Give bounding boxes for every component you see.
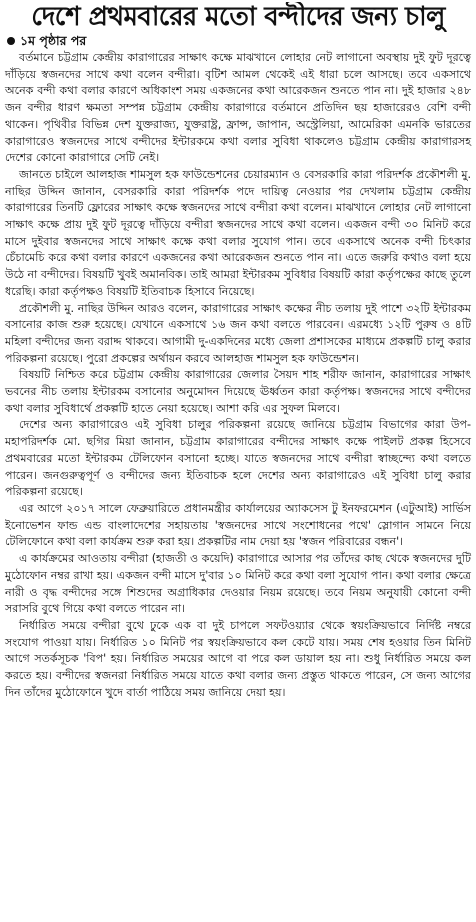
paragraph: দেশের অন্য কারাগারেও এই সুবিধা চালুর পরিকল্পনা রয়েছে জানিয়ে চট্টগ্রাম বিভাগের কারা উপ-মহাপরিদর্শক মো. ছগির মিয়া জানান, চট্টগ্রাম কারাগারের বন্দীদের সাক্ষাৎ কক্ষে পাইলট প্রকল্প হিসেবে প্রথমবারের মতো ইন্টারকম টেলিফোন বসানো হচ্ছে। যাতে স্বজনদের সাথে বন্দীরা স্বাচ্ছন্দ্যে কথা বলতে পারেন। জনগুরুত্বপূর্ণ ও বন্দীদের জন্য ইতিবাচক হলে দেশের অন্য কারাগারেও এই সুবিধা চালু করার পরিকল্পনা রয়েছে। <box>5 418 471 499</box>
continued-from-label: ১ম পৃষ্ঠার পর <box>20 33 87 48</box>
bullet-dot-icon <box>7 37 15 45</box>
article-body <box>5 50 471 701</box>
paragraph: বিষয়টি নিশ্চিত করে চট্টগ্রাম কেন্দ্রীয় কারাগারের জেলার সৈয়দ শাহ শরীফ জানান, কারাগারের সাক্ষাৎ ভবনের নীচ তলায় ইন্টারকম বসানোর অনুমোদন দিয়েছে ঊর্ধ্বতন কারা কর্তৃপক্ষ। স্বজনদের সাথে বন্দীদের কথা বলার সুবিধার্থে প্রকল্পটি হাতে নেয়া হয়েছে। আশা করি এর সুফল মিলবে। <box>5 368 471 415</box>
continued-from-line <box>7 33 471 49</box>
paragraph: জানতে চাইলে আলহাজ শামসুল হক ফাউন্ডেশনের চেয়ারম্যান ও বেসরকারি কারা পরিদর্শক প্রকৌশলী মু. নাছির উদ্দিন জানান, বেসরকারি কারা পরিদর্শক পদে দায়িত্ব নেওয়ার পর দেখলাম চট্টগ্রাম কেন্দ্রীয় কারাগারের তিনটি ফ্লোরের সাক্ষাৎ কক্ষে স্বজনদের সাথে বন্দীরা কথা বলেন। মাঝখানে লোহার নেট লাগানো সাক্ষাৎ কক্ষে প্রায় দুই ফুট দূরত্বে দাঁড়িয়ে বন্দীরা স্বজনদের সাথে কথা বলেন। একজন বন্দী ৩০ মিনিট করে মাসে দুইবার স্বজনদের সাথে সাক্ষাৎ কক্ষে কথা বলার সুযোগ পান। তবে একসাথে অনেক বন্দী চিৎকার চেঁচামেচি করে কথা বলার কারণে একজনের কথা আরেকজন শুনতে পান না। এতে জরুরি কথাও বলা হয়ে উঠে না বন্দীদের। বিষয়টি খুবই অমানবিক। তাই আমরা ইন্টারকম সুবিধার বিষয়টি কারা কর্তৃপক্ষের কাছে তুলে ধরেছি। কারা কর্তৃপক্ষও বিষয়টি ইতিবাচক হিসাবে নিয়েছে। <box>5 167 471 298</box>
paragraph: প্রকৌশলী মু. নাছির উদ্দিন আরও বলেন, কারাগারের সাক্ষাৎ কক্ষের নীচ তলায় দুই পাশে ৩২টি ইন্টারকম বসানোর কাজ শুরু হয়েছে। যেখানে একসাথে ১৬ জন কথা বলতে পারবেন। এরমধ্যে ১২টি পুরুষ ও ৪টি মহিলা বন্দীদের জন্য বরাদ্দ থাকবে। আগামী দু-একদিনের মধ্যে জেলা প্রশাসকের মাধ্যমে প্রকল্পটি চালু করার পরিকল্পনা রয়েছে। পুরো প্রকল্পের অর্থায়ন করবে আলহাজ শামসুল হক ফাউন্ডেশন। <box>5 301 471 365</box>
paragraph: এ কার্যক্রমের আওতায় বন্দীরা (হাজতী ও কয়েদি) কারাগারে আসার পর তাঁদের কাছ থেকে স্বজনদের দুটি মুঠোফোন নম্বর রাখা হয়। একজন বন্দী মাসে দু'বার ১০ মিনিট করে কথা বলা সুযোগ পান। কথা বলার ক্ষেত্রে নারী ও বৃদ্ধ বন্দীদের সঙ্গে শিশুদের অগ্রাধিকার দেওয়ার নিয়ম রয়েছে। তবে নিয়ম অনুযায়ী কোনো বন্দী সরাসরি বুথে গিয়ে কথা বলতে পারেন না। <box>5 552 471 616</box>
paragraph: নির্ধারিত সময়ে বন্দীরা বুথে ঢুকে এক বা দুই চাপলে সফটওয়্যার থেকে স্বয়ংক্রিয়ভাবে নির্দিষ্ট নম্বরে সংযোগ পাওয়া যায়। নির্ধারিত ১০ মিনিট পর স্বয়ংক্রিয়ভাবে কল কেটে যায়। সময় শেষ হওয়ার তিন মিনিট আগে সতর্কসূচক 'বিপ' হয়। নির্ধারিত সময়ের আগে বা পরে কল ডায়াল হয় না। শুধু নির্ধারিত সময়ে কল করতে হয়। বন্দীদের স্বজনরা নির্ধারিত সময়ে যাতে কথা বলার জন্য প্রস্তুত থাকতে পারেন, সে জন্য আগের দিন তাঁদের মুঠোফোনে খুদে বার্তা পাঠিয়ে সময় জানিয়ে দেয়া হয়। <box>5 618 471 699</box>
paragraph: এর আগে ২০১৭ সালে ফেব্রুয়ারিতে প্রধানমন্ত্রীর কার্যালয়ের অ্যাকসেস টু ইনফরমেশন (এটুআই) সার্ভিস ইনোভেশন ফান্ড এন্ড বাংলাদেশের সহায়তায় 'স্বজনদের সাথে সংশোধনের পথে' স্লোগান সামনে নিয়ে টেলিফোনে কথা বলা কার্যক্রম শুরু করা হয়। প্রকল্পটির নাম দেয়া হয় 'স্বজন পরিবারের বন্ধন'। <box>5 501 471 549</box>
paragraph: বর্তমানে চট্টগ্রাম কেন্দ্রীয় কারাগারের সাক্ষাৎ কক্ষে মাঝখানে লোহার নেট লাগানো অবস্থায় দুই ফুট দূরত্বে দাঁড়িয়ে স্বজনদের সাথে কথা বলেন বন্দীরা। বৃটিশ আমল থেকেই এই ধারা চলে আসছে। তবে একসাথে অনেক বন্দী কথা বলার কারণে অধিকাংশ সময় একজনের কথা আরেকজন শুনতে পান না। দুই হাজার ২৪৮ জন বন্দীর ধারণ ক্ষমতা সম্পন্ন চট্টগ্রাম কেন্দ্রীয় কারাগারে বর্তমানে প্রতিদিন ছয় হাজারেরও বেশি বন্দী থাকেন। পৃথিবীর বিভিন্ন দেশ যুক্তরাজ্য, যুক্তরাষ্ট্র, ফ্রান্স, জাপান, অস্ট্রেলিয়া, আমেরিকা এমনকি ভারতের কারাগারেও স্বজনদের সাথে বন্দীদের ইন্টারকমে কথা বলার সুবিধা থাকলেও চট্টগ্রাম কেন্দ্রীয় কারাগারসহ দেশের কোনো কারাগারে সেটি নেই। <box>5 51 471 165</box>
headline: দেশে প্রথমবারের মতো বন্দীদের জন্য চালু <box>31 2 445 32</box>
